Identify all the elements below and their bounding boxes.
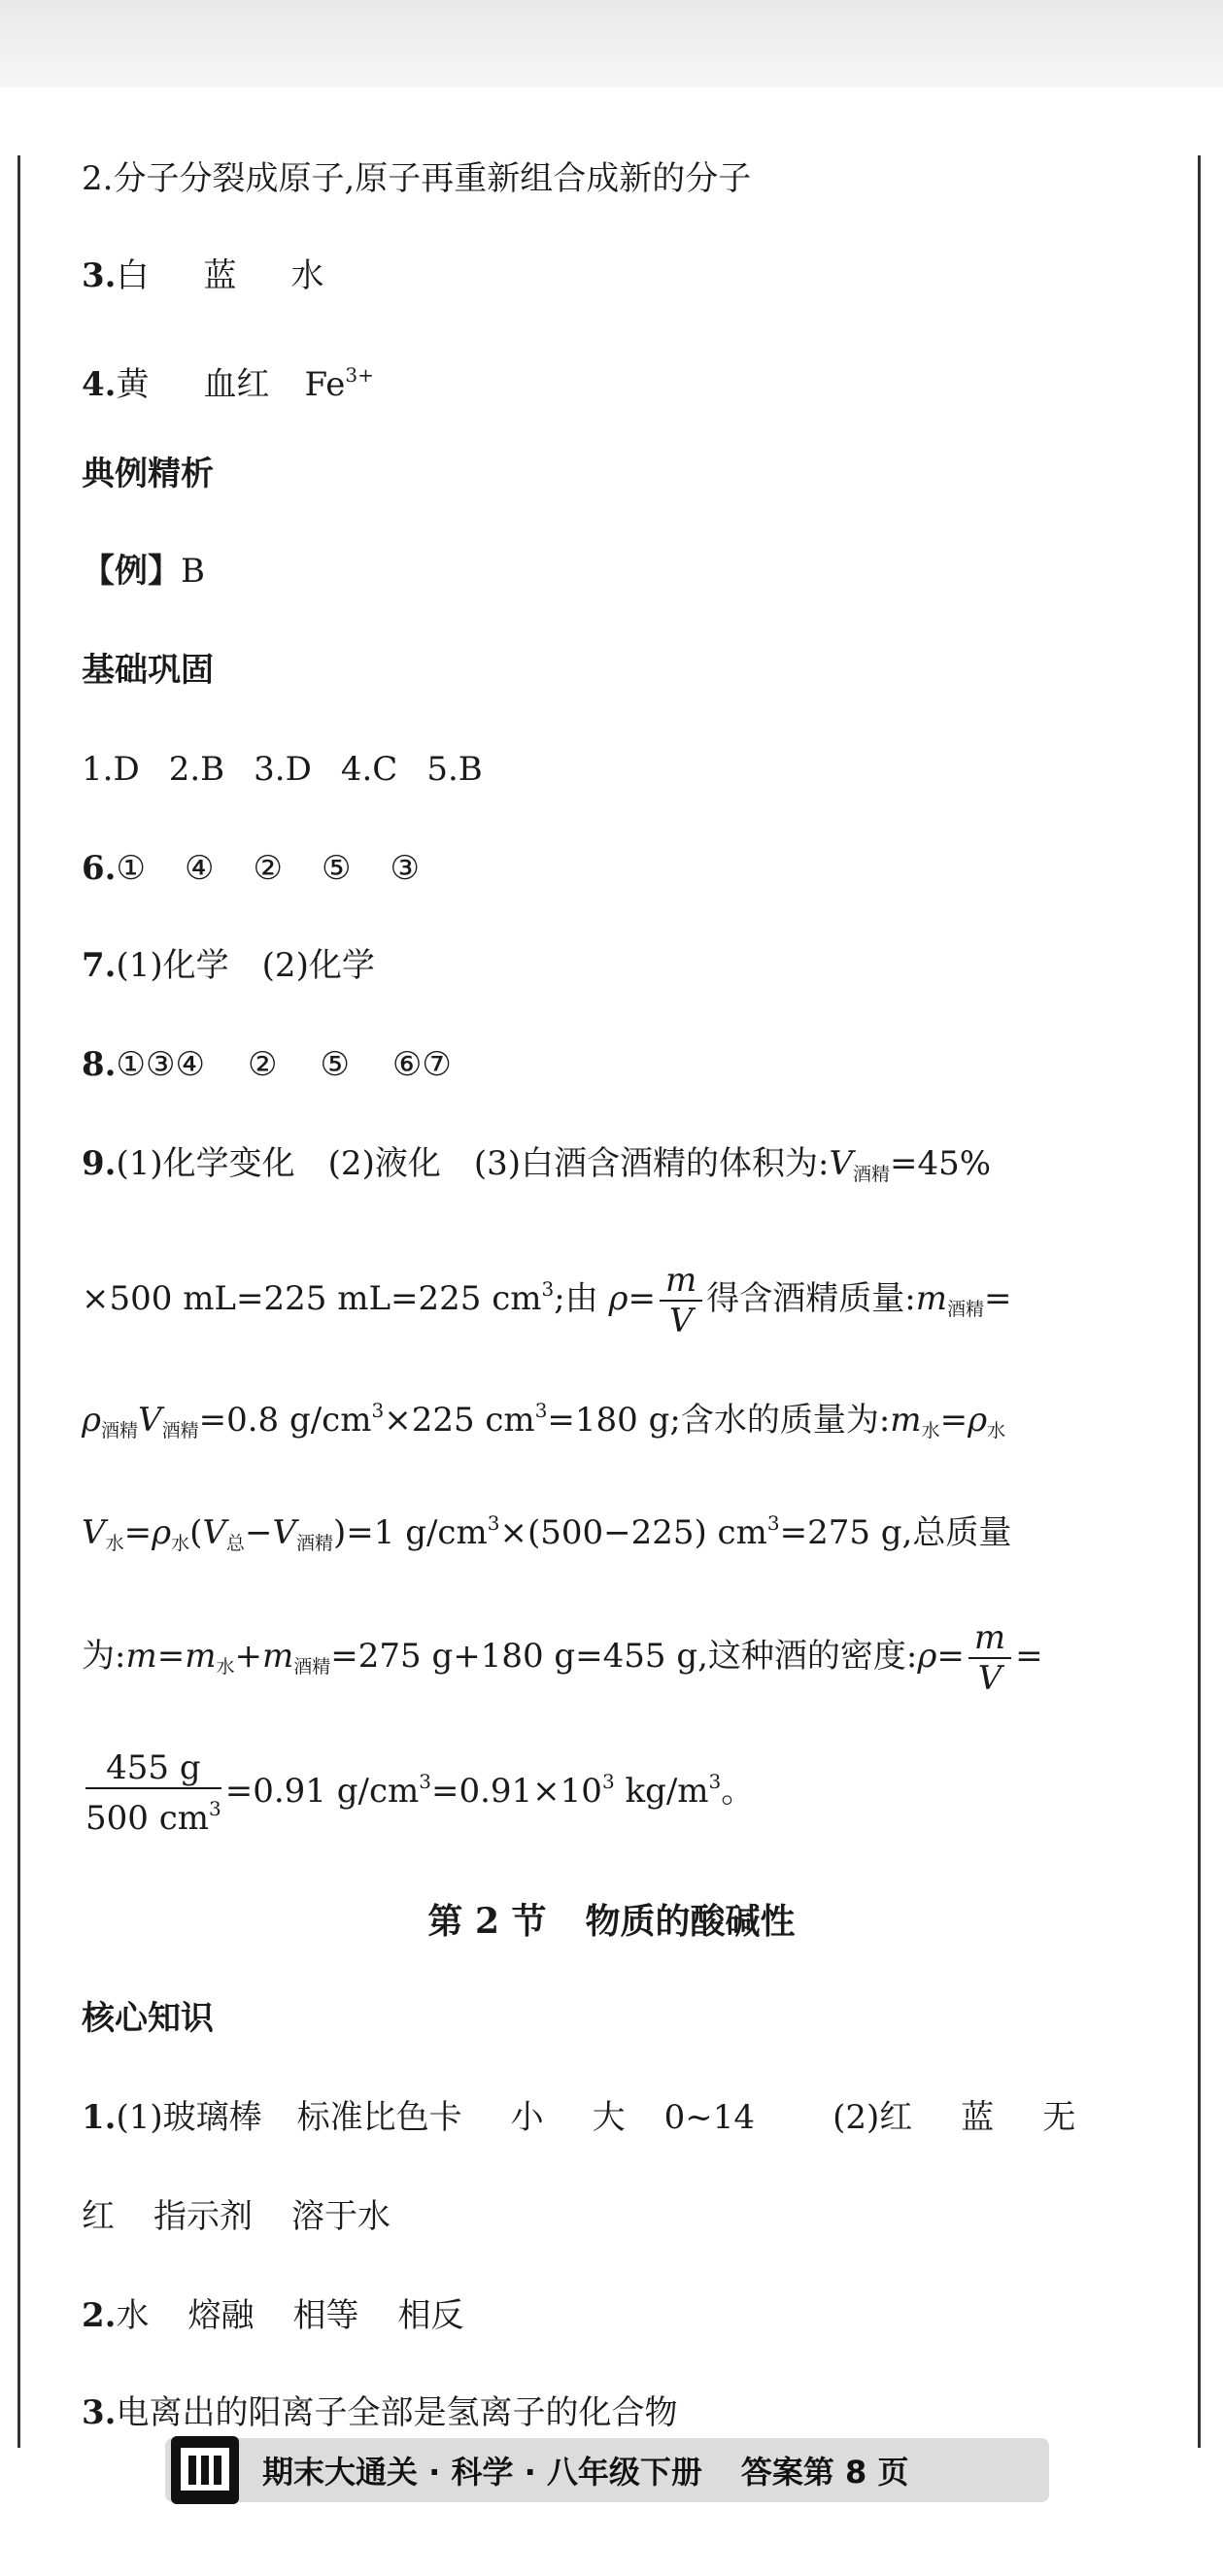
answer-9-line-2: ×500 mL=225 mL=225 $cm^3$;由 ρ= $\frac{m}{V}$ 得含酒精质量$:m_{酒精}=$: [82, 1261, 1012, 1340]
knowledge-line-3: [82, 2391, 1150, 2434]
answer-item: 1.D: [82, 750, 140, 789]
answer-9-line-4: $V_水=\rho_水(V_总-V_{酒精})=1$ $g/cm^3\times(500-225)$ $cm^3=275$ g,总质量: [82, 1511, 1012, 1554]
answer-9-calc-d: =1 g/cm: [346, 1513, 488, 1552]
answer-7-a: (1)化学: [116, 946, 229, 985]
knowledge-1b-a: 红: [82, 2197, 115, 2236]
knowledge-1-c: 小: [510, 2098, 544, 2137]
answer-4-b: 血红: [203, 365, 270, 404]
answer-item: ①: [116, 849, 146, 888]
answer-3-a: 白: [116, 256, 150, 295]
answer-9-c: (3)白酒含酒精的体积为:: [473, 1144, 830, 1183]
answer-line-8: [82, 1043, 1150, 1086]
example-tag: 【例】: [82, 552, 181, 591]
answer-4-c-sup: 3+: [345, 363, 374, 387]
answer-9-result-c: kg/m: [614, 1772, 709, 1811]
knowledge-3-text: 电离出的阳离子全部是氢离子的化合物: [116, 2393, 678, 2432]
answer-item: ⑤: [320, 1045, 350, 1084]
knowledge-1-a: (1)玻璃棒: [116, 2098, 262, 2137]
top-scan-band: [0, 0, 1223, 87]
example-answer: B: [181, 552, 205, 591]
answer-9-volume: ×500 mL=225 mL=225 cm: [82, 1279, 542, 1318]
answer-9-mass-intro: 得含酒精质量:: [706, 1279, 916, 1318]
answer-9-a: (1)化学变化: [116, 1144, 295, 1183]
answer-9-total-calc: =275 g+180 g=455 g,这种酒的密度:: [330, 1637, 918, 1676]
answer-4-a: 黄: [116, 365, 150, 404]
answer-9-by: ;由: [554, 1279, 609, 1318]
answer-item: ②: [247, 1045, 278, 1084]
answer-item: ③: [390, 849, 420, 888]
answer-3-b: 蓝: [203, 256, 237, 295]
knowledge-1b-b: 指示剂: [153, 2197, 253, 2236]
knowledge-1-num: 1.: [82, 2098, 117, 2137]
section-title: [0, 1900, 1223, 1943]
book-logo-icon: [169, 2434, 241, 2506]
density-fraction-2: $\frac{m}{V}$: [968, 1618, 1011, 1698]
knowledge-1-e: 0~14: [663, 2098, 756, 2137]
answer-item: ⑥⑦: [391, 1045, 452, 1084]
answer-4-num: 4.: [82, 365, 117, 404]
knowledge-line-2: [82, 2294, 1150, 2337]
result-fraction: $\frac{455 g}{500 cm^3}$: [85, 1748, 221, 1838]
heading-core-knowledge: 核心知识: [82, 1999, 214, 2038]
answer-9-calc-f: =275 g,总质量: [779, 1513, 1012, 1552]
knowledge-2-a: 水: [116, 2296, 150, 2335]
answer-9-b: (2)液化: [327, 1144, 441, 1183]
footer-page-number: 答案第 8 页: [740, 2454, 909, 2491]
answer-line-2: [82, 157, 1150, 200]
answer-9-line-3: $\rho_{酒精}V_{酒精}=0.8$ $g/cm^3\times 225$ $cm^3=180$ g;含水的质量为$:m_水=\rho_水$: [82, 1399, 1006, 1441]
knowledge-line-1: [82, 2096, 1150, 2139]
answer-line-4: [82, 354, 1150, 406]
answer-9-calc-e: ×(500−225) cm: [499, 1513, 767, 1552]
result-fraction-den: 500 cm: [85, 1799, 209, 1838]
answer-line-7: [82, 944, 1150, 987]
example-line: [82, 550, 1150, 593]
answer-item: 3.D: [254, 750, 312, 789]
footer-book-title: 期末大通关 · 科学 · 八年级下册: [262, 2454, 702, 2491]
answer-9-result-a: =0.91 g/cm: [224, 1772, 420, 1811]
knowledge-3-num: 3.: [82, 2393, 117, 2432]
answer-item: ⑤: [321, 849, 352, 888]
knowledge-1-d: 大: [592, 2098, 626, 2137]
answer-9-line-1: 9.(1)化学变化 (2)液化 (3)白酒含酒精的体积为$:V_{酒精}=45\%$: [82, 1144, 992, 1185]
knowledge-2-c: 相等: [292, 2296, 359, 2335]
answer-item: ②: [253, 849, 283, 888]
answer-7-b: (2)化学: [261, 946, 375, 985]
knowledge-2-num: 2.: [82, 2296, 117, 2335]
heading-basic-consolidation: 基础巩固: [82, 651, 214, 690]
right-border-rule: [1198, 155, 1201, 2448]
left-border-rule: [17, 155, 20, 2448]
section-name: 物质的酸碱性: [585, 1901, 796, 1942]
answer-9-num: 9.: [82, 1144, 117, 1183]
answer-item: ①③④: [116, 1045, 205, 1084]
answer-9-pct: =45%: [890, 1144, 992, 1183]
answer-9-total-intro: 为:: [82, 1637, 126, 1676]
knowledge-1b-c: 溶于水: [291, 2197, 391, 2236]
answer-3-num: 3.: [82, 256, 117, 295]
answer-8-num: 8.: [82, 1045, 117, 1084]
answer-7-num: 7.: [82, 946, 117, 985]
knowledge-1-g: 蓝: [961, 2098, 995, 2137]
answer-item: 5.B: [426, 750, 483, 789]
answer-9-calc-a: =0.8 g/cm: [198, 1401, 372, 1440]
answer-item: ④: [184, 849, 215, 888]
answers-1-5: [82, 748, 1150, 791]
knowledge-1-f: (2)红: [832, 2098, 913, 2137]
heading-typical-examples: 典例精析: [82, 455, 214, 493]
section-label: 第 2 节: [427, 1901, 547, 1942]
answer-3-c: 水: [290, 256, 324, 295]
answer-9-result-b: =0.91×10: [430, 1772, 602, 1811]
knowledge-1-h: 无: [1042, 2098, 1076, 2137]
knowledge-2-b: 熔融: [187, 2296, 255, 2335]
answer-item: 4.C: [340, 750, 398, 789]
answer-item: 2.B: [168, 750, 225, 789]
answer-6-num: 6.: [82, 849, 117, 888]
knowledge-line-1b: [82, 2195, 1150, 2238]
answer-line-6: [82, 847, 1150, 890]
result-fraction-num: 455 g: [85, 1748, 221, 1789]
answer-9-calc-c: =180 g;含水的质量为:: [547, 1401, 891, 1440]
density-fraction: $\frac{m}{V}$: [660, 1261, 702, 1340]
answer-9-result-end: 。: [721, 1772, 755, 1811]
knowledge-1-b: 标准比色卡: [296, 2098, 462, 2137]
answer-9-calc-b: ×225 cm: [384, 1401, 535, 1440]
answer-4-c: Fe: [304, 365, 346, 404]
answer-line-3: [82, 254, 1150, 297]
page-footer: [165, 2438, 1049, 2502]
answer-2-text: 2.分子分裂成原子,原子再重新组合成新的分子: [82, 159, 752, 198]
knowledge-2-d: 相反: [397, 2296, 464, 2335]
answer-9-line-6: $\frac{455 g}{500 cm^3}$ =0.91 $g/cm^3=0.91\times 10^3$ $kg/m^3$。: [85, 1748, 755, 1838]
answer-9-line-5: 为$:m=m_水+m_{酒精}=275$ g+180 g=455 g,这种酒的密度:ρ= $\frac{m}{V}$ =: [82, 1618, 1043, 1698]
